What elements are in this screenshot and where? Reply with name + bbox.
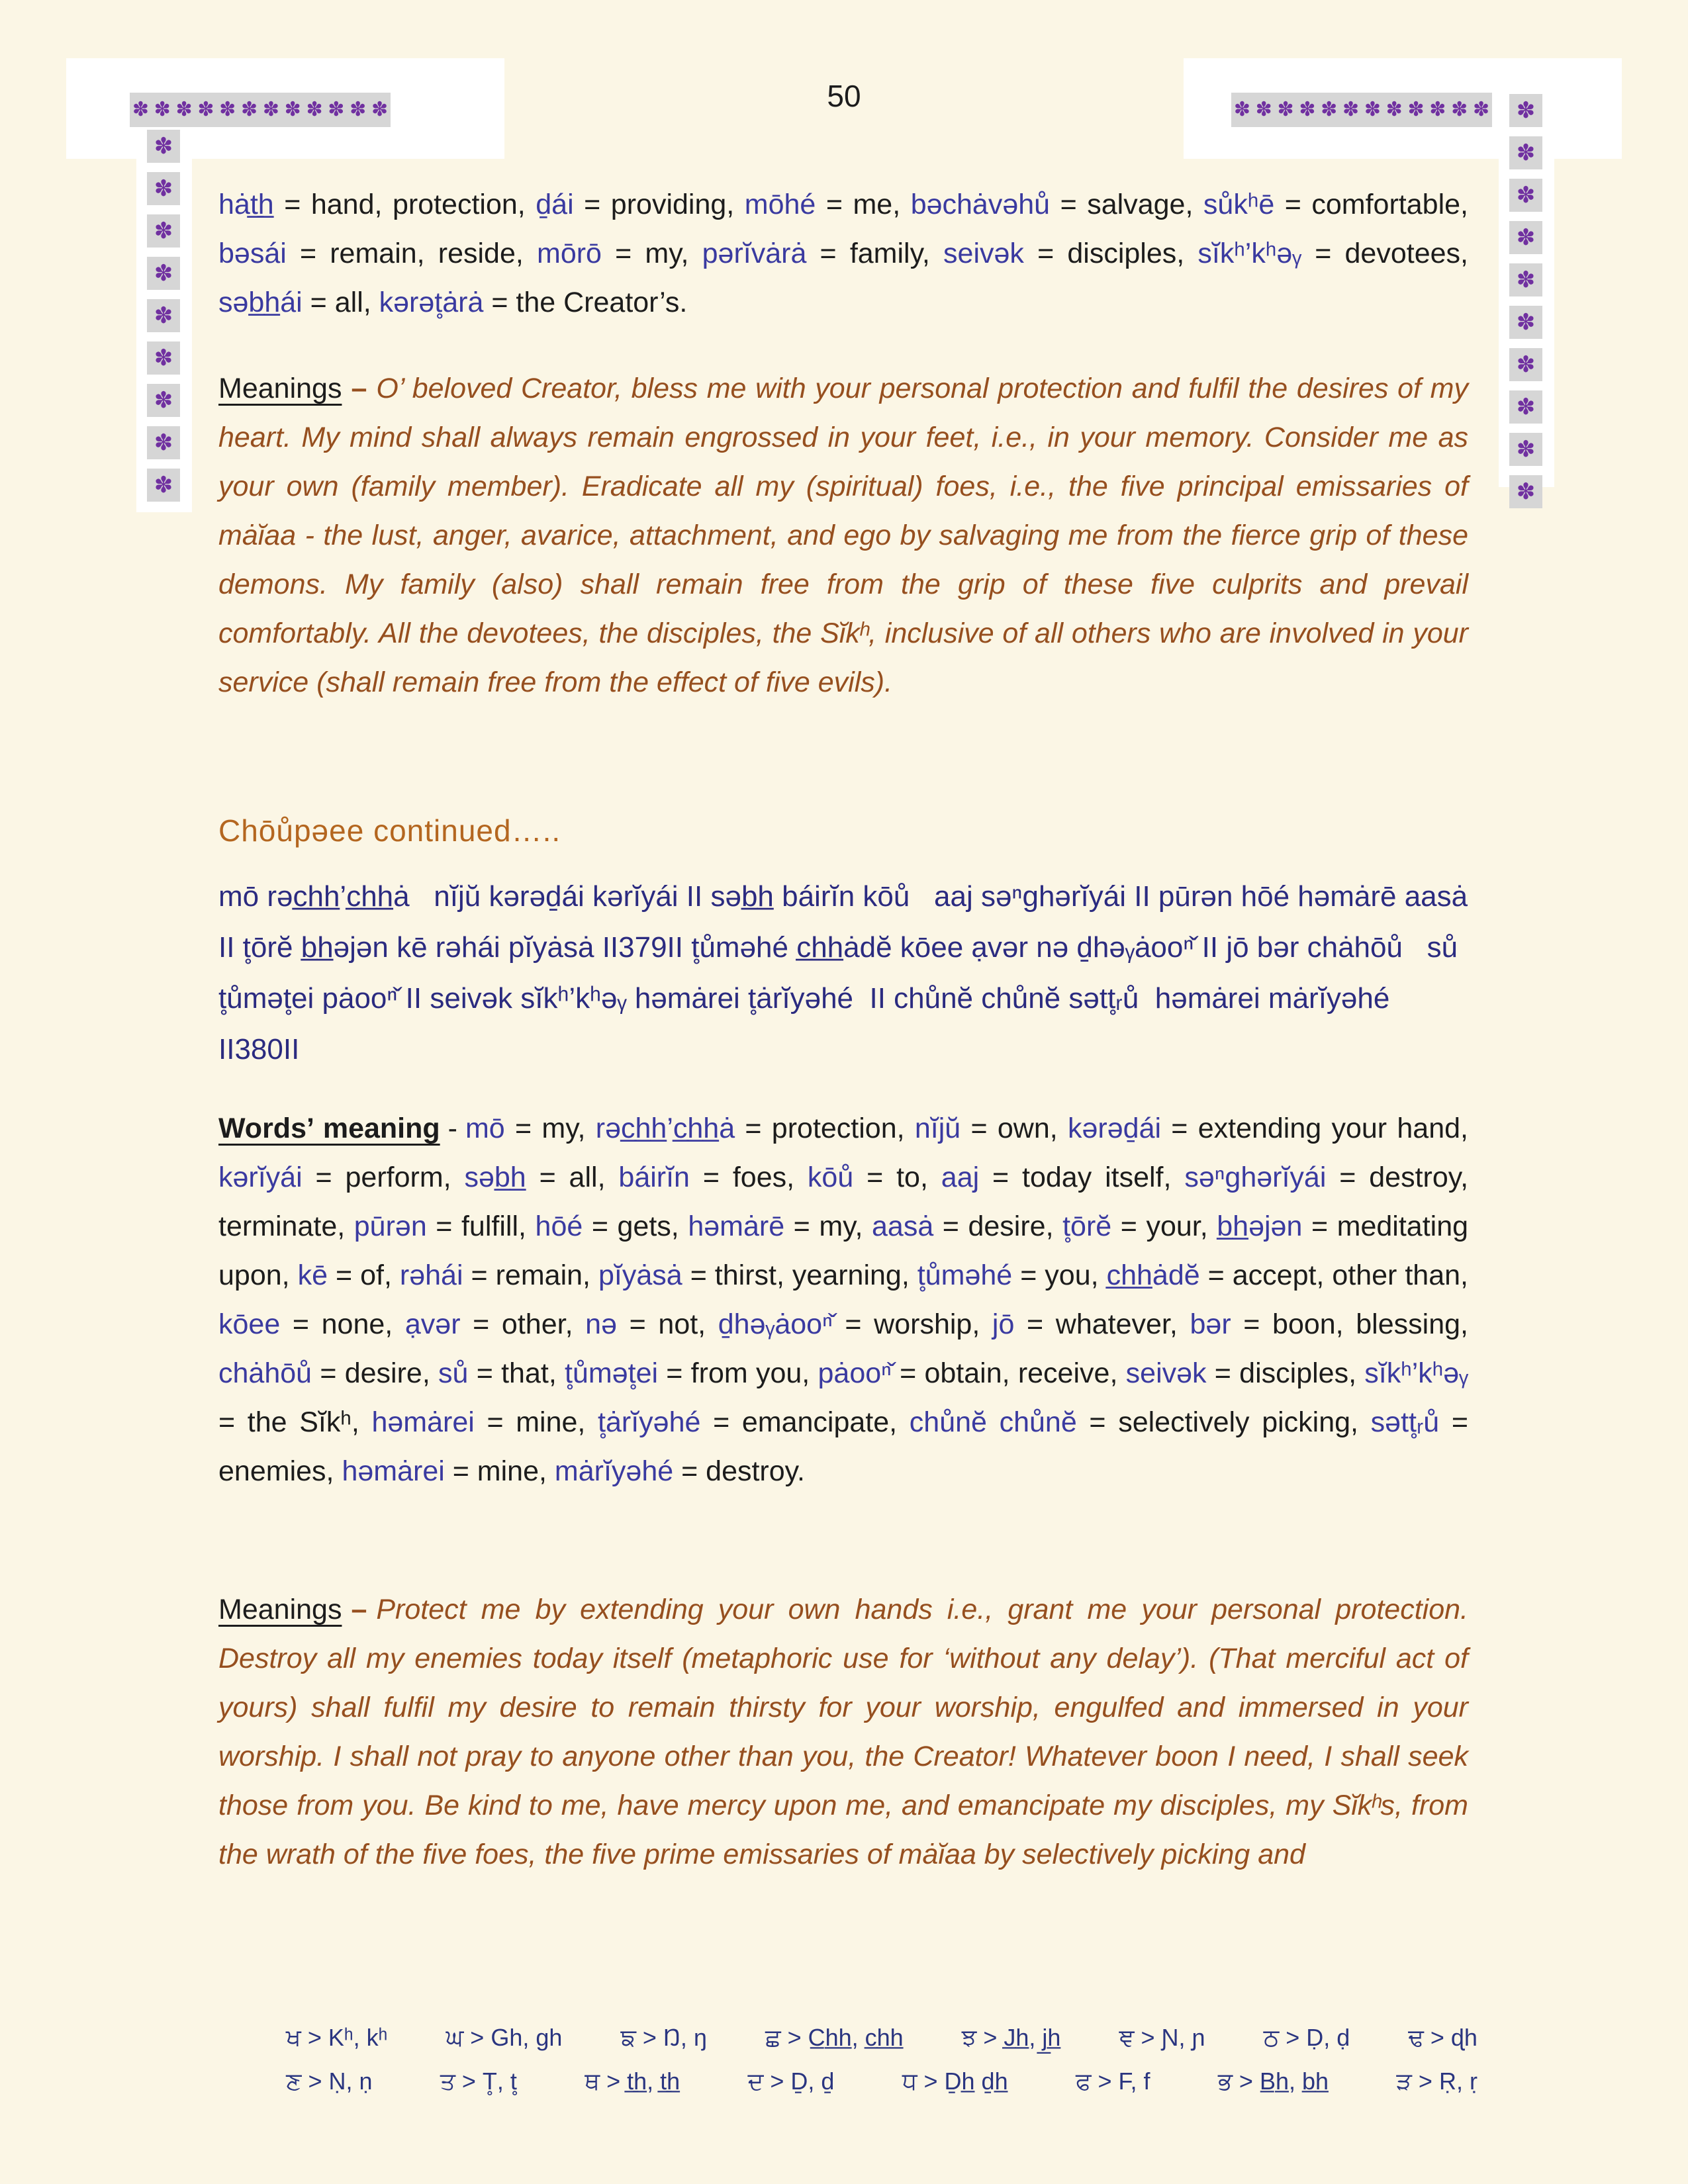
word-list-2 <box>218 1104 1468 1496</box>
transliterated-term: pĭyȧsȧ <box>598 1259 682 1291</box>
gloss-text: = none, <box>280 1308 405 1340</box>
gloss-text: = of, <box>328 1259 400 1291</box>
transliterated-term: c̲h̲h̲ȧdĕ <box>1106 1259 1200 1291</box>
transliterated-term: mȧrĭyəhé <box>554 1455 674 1487</box>
gloss-text: = my, <box>601 238 702 269</box>
gloss-text: = protection, <box>735 1113 915 1144</box>
gurmukhi-to-latin-key: ਤ > T̥, t̥ <box>440 2068 517 2095</box>
transliterated-term: kərĭyái <box>218 1161 303 1193</box>
flower-tile <box>1509 433 1542 466</box>
flower-tile <box>147 469 180 502</box>
gloss-text: = mine, <box>474 1406 598 1438</box>
flower-icon: ✽ <box>1516 267 1536 293</box>
transliterated-term: kōee <box>218 1308 281 1340</box>
gloss-text: = today itself, <box>979 1161 1185 1193</box>
gurmukhi-to-latin-key: ਭ > B̲h̲, b̲h̲ <box>1217 2068 1329 2095</box>
flower-icon: ✽ <box>154 99 171 120</box>
flower-icon: ✽ <box>219 99 236 120</box>
gloss-text: = disciples, <box>1206 1357 1365 1389</box>
transliterated-term: sətt̥ᵣů <box>1370 1406 1440 1438</box>
transliterated-term: seivək <box>943 238 1024 269</box>
flower-icon: ✽ <box>197 99 214 120</box>
flower-icon: ✽ <box>154 303 173 328</box>
flower-icon: ✽ <box>154 134 173 159</box>
transliterated-term: həmȧrei <box>371 1406 475 1438</box>
gloss-text: = disciples, <box>1023 238 1198 269</box>
flower-icon: ✽ <box>154 176 173 201</box>
meanings-text: Protect me by extending your own hands i.e., grant me your personal protection. Destroy all my enemies today itself (metaphoric use for ‘without any delay’). (That merciful act of yours) shall fulfil my desire to remain thirsty for your worship, engulfed and immersed in your worship. I shall not pray to anyone other than you, the Creator! Whatever boon I need, I shall seek those from you. Be kind to me, have mercy upon me, and emancipate my disciples, my Sĭkʰs, from the wrath of the five foes, the five prime emissaries of mȧĭaa by selectively picking and <box>218 1594 1468 1870</box>
flower-icon: ✽ <box>284 99 301 120</box>
transliterated-term: hōé <box>535 1210 583 1242</box>
flower-tile <box>1509 390 1542 424</box>
flower-icon: ✽ <box>371 99 389 120</box>
transliterated-term: ḏái <box>536 189 574 220</box>
transliteration-key-row-1 <box>286 2016 1477 2060</box>
flower-icon: ✽ <box>1516 183 1536 208</box>
flower-icon: ✽ <box>1516 352 1536 377</box>
gurmukhi-to-latin-key: ਧ > Ḏh̲ ḏh̲ <box>902 2068 1008 2095</box>
gloss-text: = selectively picking, <box>1076 1406 1371 1438</box>
gloss-text: = my, <box>504 1113 596 1144</box>
transliterated-term: həmȧrei <box>342 1455 445 1487</box>
gloss-text: = the Creator’s. <box>483 287 688 318</box>
flower-icon: ✽ <box>132 99 149 120</box>
flower-tile <box>147 299 180 332</box>
meanings-paragraph-1 <box>218 364 1468 707</box>
flower-icon: ✽ <box>1299 99 1316 120</box>
gloss-text: = boon, blessing, <box>1231 1308 1468 1340</box>
flower-tile <box>147 257 180 290</box>
meanings-dash: – <box>351 1594 367 1625</box>
transliterated-term: kərət̥ȧrȧ <box>379 287 484 318</box>
flower-icon: ✽ <box>1451 99 1468 120</box>
flower-icon: ✽ <box>1385 99 1403 120</box>
gurmukhi-to-latin-key: ੜ > Ṛ, ṛ <box>1396 2068 1477 2095</box>
flower-icon: ✽ <box>1516 140 1536 165</box>
word-list-1 <box>218 180 1468 327</box>
transliterated-term: nə <box>585 1308 618 1340</box>
transliterated-term: t̥ůmət̥ei <box>565 1357 659 1389</box>
gloss-text: = that, <box>468 1357 565 1389</box>
transliterated-term: chȧhōů <box>218 1357 312 1389</box>
flower-icon: ✽ <box>1516 225 1536 250</box>
gloss-text: = salvage, <box>1050 189 1203 220</box>
flower-tile <box>147 130 180 163</box>
transliterated-term: aasȧ <box>871 1210 934 1242</box>
transliterated-term: bəchȧvəhů <box>910 189 1051 220</box>
transliterated-term: báirĭn <box>618 1161 690 1193</box>
flower-icon: ✽ <box>154 345 173 371</box>
words-meaning-list <box>218 1113 1468 1487</box>
transliterated-term: bəsái <box>218 238 287 269</box>
flower-border-right <box>1509 94 1542 508</box>
flower-tile <box>147 172 180 205</box>
gloss-text: = whatever, <box>1014 1308 1190 1340</box>
meanings-text: O’ beloved Creator, bless me with your personal protection and fulfil the desires of my heart. My mind shall always remain engrossed in your feet, i.e., in your memory. Consider me as your own (family member). Eradicate all my (spiritual) foes, i.e., the five principal emissaries of mȧĭaa - the lust, anger, avarice, attachment, and ego by salvaging me from the fierce grip of these demons. My family (also) shall remain free from the grip of these five culprits and prevail comfortably. All the devotees, the disciples, the Sĭkʰ, inclusive of all others who are involved in your service (shall remain free from the effect of five evils). <box>218 373 1468 698</box>
transliterated-term: pərĭvȧrȧ <box>702 238 807 269</box>
gloss-text: = family, <box>806 238 944 269</box>
gurmukhi-to-latin-key: ਛ > C̲h̲h̲, c̲h̲h̲ <box>765 2024 904 2051</box>
gloss-text: = devotees, <box>1301 238 1468 269</box>
transliterated-term: kōů <box>807 1161 854 1193</box>
transliterated-term: b̲h̲əjən <box>1217 1210 1303 1242</box>
gloss-text: = destroy, terminate, <box>218 1161 1469 1242</box>
flower-icon: ✽ <box>1364 99 1381 120</box>
gloss-text: = my, <box>784 1210 872 1242</box>
flower-icon: ✽ <box>1516 98 1536 123</box>
flower-tile <box>1509 475 1542 508</box>
flower-icon: ✽ <box>154 388 173 413</box>
transliterated-term: nĭjŭ <box>914 1113 961 1144</box>
gloss-text: = from you, <box>658 1357 818 1389</box>
gloss-text: = meditating upon, <box>218 1210 1469 1291</box>
gloss-text: = perform, <box>302 1161 465 1193</box>
transliterated-term: chůnĕ chůnĕ <box>909 1406 1077 1438</box>
flower-tile <box>1509 179 1542 212</box>
meanings-label: Meanings <box>218 373 342 404</box>
transliterated-term: mō <box>465 1113 505 1144</box>
meanings-label: Meanings <box>218 1594 342 1625</box>
flower-icon: ✽ <box>1342 99 1360 120</box>
gurmukhi-to-latin-key: ਝ > J̲h̲, j̲h̲ <box>961 2024 1061 2051</box>
flower-icon: ✽ <box>1516 394 1536 420</box>
flower-icon: ✽ <box>175 99 193 120</box>
verse-transliteration: mō rəc̲h̲h̲’c̲h̲h̲ȧ nĭjŭ kərəḏái kərĭyái II səb̲h̲ báirĭn kōů aaj səⁿghərĭyái II pūrən hōé həmȧrē aasȧ II t̥ōrĕ b̲h̲əjən kē rəhái pĭyȧsȧ II379II t̥ůməhé c̲h̲h̲ȧdĕ kōee ạvər nə ḏhəᵧȧooⁿ̌ II jō bər chȧhōů sů t̥ůmət̥ei pȧooⁿ̌ II seivək sĭkʰ’kʰəᵧ həmȧrei t̥ȧrĭyəhé II chůnĕ chůnĕ sətt̥ᵣů həmȧrei mȧrĭyəhé II380II <box>218 880 1476 1066</box>
gloss-text: = desire, <box>312 1357 439 1389</box>
flower-icon: ✽ <box>154 430 173 455</box>
gurmukhi-to-latin-key: ਖ > Kʰ, kʰ <box>286 2024 388 2051</box>
transliterated-term: kē <box>297 1259 328 1291</box>
gurmukhi-to-latin-key: ਠ > Ḍ, ḍ <box>1263 2024 1350 2051</box>
gloss-text: = not, <box>617 1308 718 1340</box>
transliterated-term: bər <box>1190 1308 1231 1340</box>
meanings-paragraph-2 <box>218 1585 1468 1879</box>
flower-tile <box>147 426 180 459</box>
transliterated-term: ḏhəᵧȧooⁿ̌ <box>718 1308 833 1340</box>
flower-icon: ✽ <box>154 218 173 244</box>
transliterated-term: sů <box>438 1357 469 1389</box>
gloss-text: = remain, <box>463 1259 598 1291</box>
flower-icon: ✽ <box>1255 99 1272 120</box>
flower-icon: ✽ <box>1516 479 1536 504</box>
gloss-text: = enemies, <box>218 1406 1468 1487</box>
gurmukhi-to-latin-key: ਞ > Ɲ, ɲ <box>1119 2024 1205 2051</box>
gloss-text: = me, <box>816 189 911 220</box>
flower-tile <box>147 214 180 248</box>
gurmukhi-to-latin-key: ਥ > t̲h̲, t̲h̲ <box>585 2068 680 2095</box>
gloss-text: = remain, reside, <box>286 238 537 269</box>
flower-tile <box>1509 348 1542 381</box>
flower-icon: ✽ <box>306 99 323 120</box>
transliterated-term: səb̲h̲ <box>464 1161 526 1193</box>
flower-icon: ✽ <box>1472 99 1490 120</box>
words-meaning-dash: - <box>447 1113 457 1144</box>
gloss-text: = providing, <box>573 189 745 220</box>
flower-icon: ✽ <box>328 99 345 120</box>
gloss-text: = mine, <box>444 1455 555 1487</box>
gloss-text: = all, <box>302 287 379 318</box>
flower-tile <box>147 384 180 417</box>
flower-tile <box>1509 136 1542 169</box>
gurmukhi-to-latin-key: ਫ > F, f <box>1075 2068 1150 2095</box>
gloss-text: = own, <box>961 1113 1068 1144</box>
gurmukhi-to-latin-key: ਙ > Ŋ, ŋ <box>620 2024 707 2051</box>
transliterated-term: səⁿghərĭyái <box>1184 1161 1327 1193</box>
gloss-text: = comfortable, <box>1274 189 1468 220</box>
gloss-text: = to, <box>853 1161 941 1193</box>
flower-icon: ✽ <box>1233 99 1250 120</box>
transliterated-term: ạvər <box>404 1308 461 1340</box>
gloss-text: = worship, <box>832 1308 992 1340</box>
transliterated-term: pȧooⁿ̌ <box>818 1357 892 1389</box>
transliterated-term: pūrən <box>353 1210 427 1242</box>
transliterated-term: t̥ůməhé <box>917 1259 1013 1291</box>
transliterated-term: sĭkʰ’kʰəᵧ <box>1364 1357 1468 1389</box>
flower-icon: ✽ <box>262 99 279 120</box>
transliterated-term: sůkʰē <box>1203 189 1275 220</box>
transliterated-term: jō <box>992 1308 1015 1340</box>
transliterated-term: həmȧrē <box>688 1210 785 1242</box>
flower-tile <box>147 341 180 375</box>
transliterated-term: t̥ȧrĭyəhé <box>598 1406 701 1438</box>
transliteration-key-row-2 <box>286 2060 1477 2103</box>
flower-icon: ✽ <box>1407 99 1425 120</box>
gloss-text: = foes, <box>689 1161 808 1193</box>
transliterated-term: səb̲h̲ái <box>218 287 303 318</box>
gloss-text: = thirst, yearning, <box>682 1259 917 1291</box>
gurmukhi-to-latin-key: ਦ > Ḏ, ḏ <box>747 2068 835 2095</box>
flower-tile <box>1509 221 1542 254</box>
transliterated-term: hȧt̲h̲ <box>218 189 274 220</box>
gloss-text: = gets, <box>583 1210 688 1242</box>
flower-icon: ✽ <box>1516 310 1536 335</box>
transliterated-term: rəhái <box>399 1259 463 1291</box>
gurmukhi-to-latin-key: ਘ > Gh, gh <box>445 2024 563 2051</box>
flower-icon: ✽ <box>1429 99 1446 120</box>
transliterated-term: t̥ōrĕ <box>1062 1210 1112 1242</box>
flower-tile <box>1509 306 1542 339</box>
transliterated-term: aaj <box>941 1161 980 1193</box>
words-meaning-label: Words’ meaning <box>218 1113 440 1144</box>
gloss-text: = the Sĭkʰ, <box>218 1406 372 1438</box>
gloss-text: = accept, other than, <box>1199 1259 1468 1291</box>
flower-icon: ✽ <box>240 99 258 120</box>
flower-icon: ✽ <box>1321 99 1338 120</box>
transliterated-term: seivək <box>1125 1357 1207 1389</box>
page-number: 50 <box>827 79 861 113</box>
flower-tile <box>1509 263 1542 296</box>
gloss-text: = extending your hand, <box>1161 1113 1469 1144</box>
meanings-dash: – <box>351 373 367 404</box>
gloss-text: = other, <box>460 1308 586 1340</box>
gloss-text: = destroy. <box>673 1455 805 1487</box>
transliterated-term: mōrō <box>537 238 602 269</box>
flower-tile <box>1509 94 1542 127</box>
flower-icon: ✽ <box>350 99 367 120</box>
flower-icon: ✽ <box>1277 99 1294 120</box>
gloss-text: = emancipate, <box>700 1406 910 1438</box>
gloss-text: = all, <box>526 1161 619 1193</box>
gloss-text: = desire, <box>933 1210 1063 1242</box>
flower-icon: ✽ <box>154 473 173 498</box>
gurmukhi-to-latin-key: ਣ > Ṇ, ṇ <box>286 2068 373 2095</box>
gloss-text: = obtain, receive, <box>891 1357 1126 1389</box>
gloss-text: = your, <box>1111 1210 1217 1242</box>
flower-border-left <box>147 130 180 502</box>
transliterated-term: kərəḏái <box>1068 1113 1162 1144</box>
section-heading-choupaee-continued: Chōůpəee continued….. <box>218 813 561 848</box>
flower-icon: ✽ <box>154 261 173 286</box>
gloss-text: = you, <box>1012 1259 1107 1291</box>
flower-icon: ✽ <box>1516 437 1536 462</box>
gloss-text: = hand, protection, <box>273 189 536 220</box>
flower-border-top-left <box>130 93 391 127</box>
transliterated-term: mōhé <box>744 189 816 220</box>
transliterated-term: sĭkʰ’kʰəᵧ <box>1197 238 1302 269</box>
flower-border-top-right <box>1231 93 1492 127</box>
gurmukhi-to-latin-key: ਢ > ɖh <box>1408 2024 1477 2051</box>
transliteration-key <box>286 2016 1477 2103</box>
transliterated-term: rəc̲h̲h̲’c̲h̲h̲ȧ <box>595 1113 735 1144</box>
gloss-text: = fulfill, <box>426 1210 536 1242</box>
